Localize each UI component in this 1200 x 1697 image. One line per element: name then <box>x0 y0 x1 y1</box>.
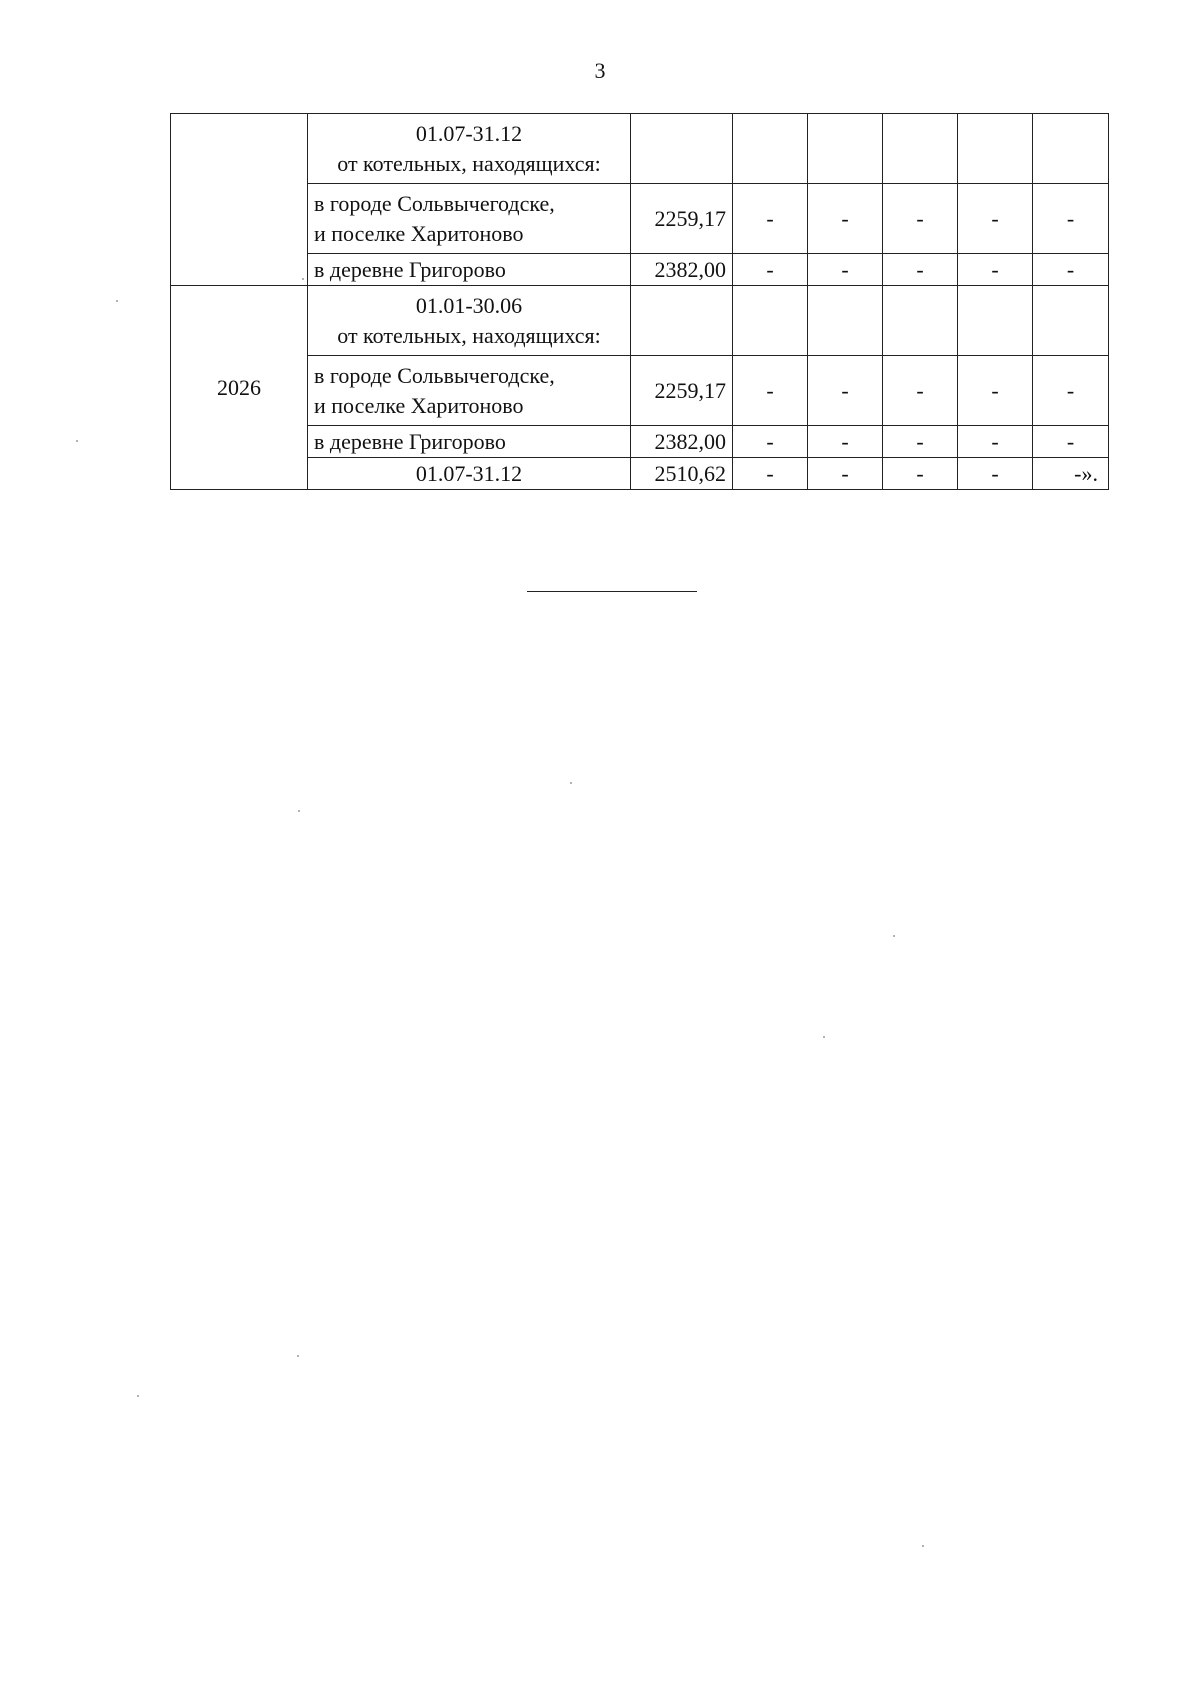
period-label: 01.07-31.12 <box>415 120 523 146</box>
dash-cell: - <box>1033 254 1109 286</box>
empty-cell <box>1033 286 1109 356</box>
dash-cell: - <box>883 184 958 254</box>
value-cell: 2382,00 <box>631 426 733 458</box>
scan-speck <box>298 810 300 812</box>
place-cell <box>308 356 631 426</box>
scan-speck <box>922 1545 924 1547</box>
dash-cell: - <box>733 426 808 458</box>
empty-cell <box>883 286 958 356</box>
dash-cell: - <box>808 254 883 286</box>
dash-cell: - <box>733 356 808 426</box>
dash-cell: - <box>883 426 958 458</box>
tariff-table <box>170 113 1109 490</box>
place-line: и поселке Харитоново <box>314 220 524 246</box>
scan-speck <box>137 1395 139 1397</box>
scan-speck <box>76 440 78 442</box>
value-cell: 2382,00 <box>631 254 733 286</box>
empty-cell <box>958 114 1033 184</box>
dash-cell: - <box>733 254 808 286</box>
period-label: 01.01-30.06 <box>415 292 523 318</box>
scan-speck <box>893 935 895 937</box>
dash-cell: - <box>1033 184 1109 254</box>
period-suffix: от котельных, находящихся: <box>337 150 601 176</box>
dash-cell: - <box>958 184 1033 254</box>
value-cell: 2259,17 <box>631 356 733 426</box>
year-cell: 2026 <box>171 286 308 490</box>
period-cell <box>308 286 631 356</box>
place-line: и поселке Харитоново <box>314 392 524 418</box>
scan-speck <box>116 300 118 302</box>
place-line: в городе Сольвычегодске, <box>314 362 555 388</box>
table-row <box>171 114 1109 184</box>
empty-cell <box>883 114 958 184</box>
dash-cell: - <box>958 426 1033 458</box>
empty-cell <box>958 286 1033 356</box>
year-cell <box>171 114 308 286</box>
dash-cell: - <box>1033 426 1109 458</box>
dash-cell: - <box>883 254 958 286</box>
separator-line <box>527 591 697 592</box>
value-cell <box>631 286 733 356</box>
dash-cell: - <box>1033 356 1109 426</box>
table-row <box>171 254 1109 286</box>
table-row <box>171 356 1109 426</box>
dash-cell: -». <box>1033 458 1109 490</box>
value-cell: 2510,62 <box>631 458 733 490</box>
table-row <box>171 426 1109 458</box>
empty-cell <box>1033 114 1109 184</box>
scan-speck <box>823 1036 825 1038</box>
period-suffix: от котельных, находящихся: <box>337 322 601 348</box>
dash-cell: - <box>733 184 808 254</box>
empty-cell <box>808 114 883 184</box>
page-number: 3 <box>594 58 606 83</box>
dash-cell: - <box>808 184 883 254</box>
dash-cell: - <box>808 356 883 426</box>
dash-cell: - <box>808 458 883 490</box>
scan-speck <box>297 1355 299 1357</box>
dash-cell: - <box>958 254 1033 286</box>
place-cell <box>308 184 631 254</box>
value-cell <box>631 114 733 184</box>
dash-cell: - <box>958 458 1033 490</box>
dash-cell: - <box>883 356 958 426</box>
dash-cell: - <box>958 356 1033 426</box>
place-cell: в деревне Григорово <box>308 254 631 286</box>
period-cell: 01.07-31.12 <box>308 458 631 490</box>
dash-cell: - <box>808 426 883 458</box>
place-line: в городе Сольвычегодске, <box>314 190 555 216</box>
dash-cell: - <box>883 458 958 490</box>
value-cell: 2259,17 <box>631 184 733 254</box>
dash-cell: - <box>733 458 808 490</box>
table-row <box>171 184 1109 254</box>
table-row <box>171 458 1109 490</box>
empty-cell <box>808 286 883 356</box>
period-cell <box>308 114 631 184</box>
table-row <box>171 286 1109 356</box>
empty-cell <box>733 286 808 356</box>
scan-speck <box>302 278 304 280</box>
place-cell: в деревне Григорово <box>308 426 631 458</box>
empty-cell <box>733 114 808 184</box>
scan-speck <box>570 782 572 784</box>
